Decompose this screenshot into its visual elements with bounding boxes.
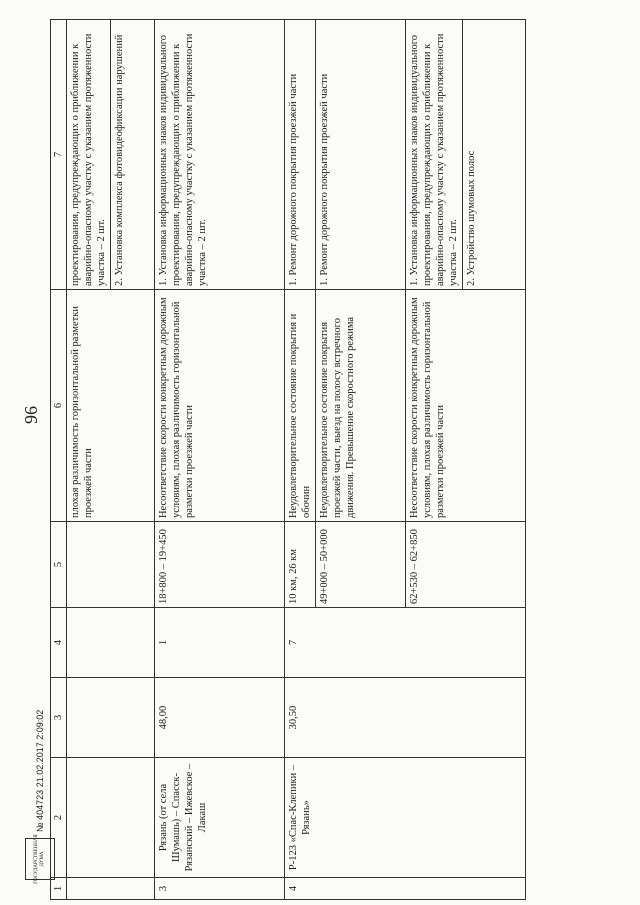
road-length: 30,50 <box>285 678 526 758</box>
document-ref: № 404723 21.02.2017 2:09:02 <box>35 709 45 832</box>
accident-cause: Неудовлетворительное состояние покрытия проезжей части, выезд на полосу встречного движения. Превышение скоростного режима <box>316 290 406 522</box>
measures: 1. Установка информационных знаков индивидуального проектирования, предупреждающих о приближении к аварийно-опасному участку с указанием протяженности участка – 2 шт. <box>155 20 285 290</box>
continued-row <box>67 20 155 900</box>
section-km: 10 км, 26 км <box>285 522 316 608</box>
header-col-6: 6 <box>51 290 67 522</box>
rotated-table-container <box>50 20 610 900</box>
road-safety-table <box>50 19 526 900</box>
accident-cause: Несоответствие скорости конкретным дорожным условиям, плохая различимость горизонтальной разметки проезжей части <box>155 290 285 522</box>
table-row <box>285 20 316 900</box>
row-number: 4 <box>285 878 526 900</box>
section-km: 18+800 – 19+450 <box>155 522 285 608</box>
measure-2: 2. Устройство шумовых полос <box>462 20 480 289</box>
page-number: 96 <box>21 406 41 424</box>
row-number: 3 <box>155 878 285 900</box>
table-row <box>155 20 285 900</box>
continued-cause: плохая различимость горизонтальной разметки проезжей части <box>67 290 155 522</box>
header-col-7: 7 <box>51 20 67 290</box>
accident-count: 7 <box>285 608 526 678</box>
measures: 1. Ремонт дорожного покрытия проезжей части <box>285 20 316 290</box>
measure-1: 1. Установка информационных знаков индивидуального проектирования, предупреждающих о приближении к аварийно-опасному участку с указанием протяженности участка – 2 шт. <box>409 33 459 286</box>
accident-count: 1 <box>155 608 285 678</box>
section-km: 62+530 – 62+850 <box>406 522 526 608</box>
accident-cause: Несоответствие скорости конкретным дорожным условиям, плохая различимость горизонтальной разметки проезжей части <box>406 290 526 522</box>
header-col-4: 4 <box>51 608 67 678</box>
road-name: Рязань (от села Шумашь) – Спасск-Рязанский – Ижевское – Лакаш <box>155 758 285 878</box>
emblem-text: ГОСУДАРСТВЕННАЯ ДУМА <box>34 834 45 884</box>
header-row <box>51 20 67 900</box>
header-col-2: 2 <box>51 758 67 878</box>
accident-cause: Неудовлетворительное состояние покрытия и обочин <box>285 290 316 522</box>
section-km: 49+000 – 50+000 <box>316 522 406 608</box>
measures <box>406 20 526 290</box>
header-col-5: 5 <box>51 522 67 608</box>
measures: 1. Ремонт дорожного покрытия проезжей части <box>316 20 406 290</box>
continued-measures <box>67 20 155 290</box>
road-length: 48,00 <box>155 678 285 758</box>
header-col-3: 3 <box>51 678 67 758</box>
continued-measure-1: проектирования, предупреждающих о приближении к аварийно-опасному участку с указанием протяженности участка – 2 шт. <box>70 33 107 286</box>
header-col-1: 1 <box>51 878 67 900</box>
road-name: Р-123 «Спас-Клепики – Рязань» <box>285 758 526 878</box>
continued-measure-2: 2. Установка комплекса фотовидеофиксации нарушений <box>110 20 128 289</box>
